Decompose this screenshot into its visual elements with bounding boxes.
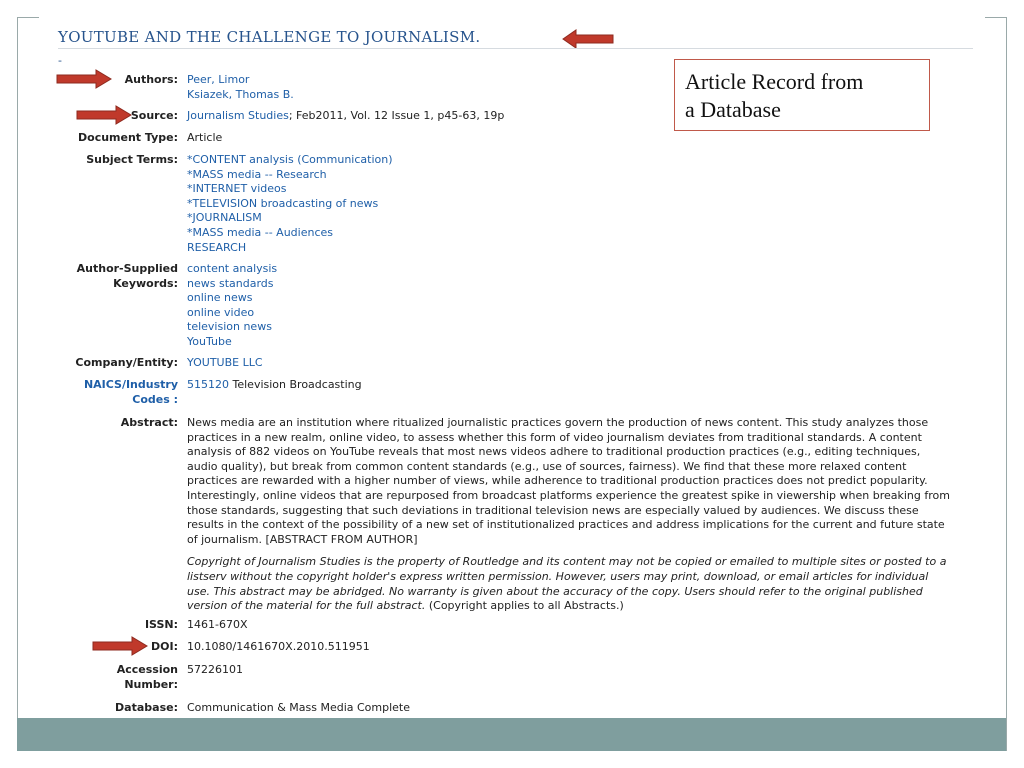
keyword-link[interactable]: content analysis [187,262,278,275]
label-abstract: Abstract: [120,416,178,429]
subject-term-link[interactable]: *TELEVISION broadcasting of news [187,196,379,210]
frame-right [1006,17,1007,751]
callout-line-1: Article Record from [685,69,864,94]
article-title[interactable]: YOUTUBE AND THE CHALLENGE TO JOURNALISM. [58,28,481,46]
label-keywords [40,262,178,350]
subject-term-link[interactable]: *MASS media -- Research [187,167,327,181]
label-source: Source: [130,109,178,122]
label-keywords-line-1: Author-Supplied [76,262,178,275]
subject-term-link[interactable]: RESEARCH [187,240,247,254]
doi-value: 10.1080/1461670X.2010.511951 [187,640,370,653]
frame-top-left [17,17,39,18]
source-details: ; Feb2011, Vol. 12 Issue 1, p45-63, 19p [288,109,505,122]
abstract-text: News media are an institution where ritualized journalistic practices govern the production of news content. This study analyzes those practices in a new realm, online video, to assess whether this form of video journalism deviates from traditional standards. A content analysis of 882 videos on YouTube reveals that most news videos adhere to traditional production practices (e.g., editing techniques, audio quality), but break from common content standards (e.g., use of sources, fairness). We find that these more relaxed content practices are rewarded with a higher number of views, while adherence to traditional production practices does not predict popularity. Interestingly, online videos that are repurposed from broadcast platforms experience the greatest spike in viewership when breaking from those standards, suggesting that such deviations in traditional television news are especially valued by audiences. We discuss these results in the context of the possibility of a new set of institutionalized practices and address implications for the current and future state of journalism. [ABSTRACT FROM AUTHOR] [187,416,950,546]
source-journal-link[interactable]: Journalism Studies [187,109,289,122]
frame-left [17,17,18,751]
label-naics-line-2[interactable]: Codes : [132,392,178,406]
author-link[interactable]: Peer, Limor [187,73,250,86]
company-link[interactable]: YOUTUBE LLC [187,356,263,369]
slide-footer-bar [17,718,1006,751]
abstract-copyright [187,555,952,613]
keyword-link[interactable]: news standards [187,276,274,290]
label-naics-link[interactable] [40,378,178,407]
row-abstract [40,416,980,614]
label-accession-line-2: Number: [124,677,178,691]
row-keywords [40,262,980,350]
row-authors [40,73,980,102]
arrow-title-icon [562,28,614,50]
database-value: Communication & Mass Media Complete [187,701,411,714]
row-document-type [40,131,980,146]
subject-term-link[interactable]: *INTERNET videos [187,182,287,196]
issn-value: 1461-670X [187,618,248,631]
copyright-note: (Copyright applies to all Abstracts.) [425,599,624,613]
label-document-type: Document Type: [78,131,178,144]
label-database: Database: [115,701,178,714]
keyword-link[interactable]: television news [187,320,272,334]
label-keywords-line-2: Keywords: [113,276,178,290]
row-accession [40,663,980,692]
copyright-text: Copyright of Journalism Studies is the property of Routledge and its content may not be copied or emailed to multiple sites or posted to a listserv without the copyright holder's express written permission. However, users may print, download, or email articles for individual use. This abstract may be abridged. No warranty is given about the accuracy of the copy. Users should refer to the original published version of the material for the full abstract. [187,555,947,613]
row-company [40,356,980,371]
label-naics-line-1[interactable]: NAICS/Industry [83,378,178,391]
callout-line-2: a Database [685,97,781,122]
label-accession [40,663,178,692]
row-naics [40,378,980,407]
row-database [40,701,980,716]
author-link[interactable]: Ksiazek, Thomas B. [187,87,294,101]
row-source [40,109,980,124]
naics-code-link[interactable]: 515120 [187,378,229,391]
subject-term-link[interactable]: *MASS media -- Audiences [187,225,333,239]
keyword-link[interactable]: online news [187,291,253,305]
row-issn [40,618,980,633]
label-authors: Authors: [124,73,178,86]
keyword-link[interactable]: YouTube [187,334,232,348]
row-subject-terms [40,153,980,255]
accession-value: 57226101 [187,663,243,676]
subject-term-link[interactable]: *CONTENT analysis (Communication) [187,153,393,166]
label-issn: ISSN: [144,618,178,631]
document-type-value: Article [187,131,223,144]
dash-mark: - [58,54,62,67]
label-company: Company/Entity: [75,356,178,369]
label-accession-line-1: Accession [116,663,178,676]
frame-top-right [985,17,1007,18]
keyword-link[interactable]: online video [187,305,255,319]
label-doi: DOI: [151,640,178,653]
label-subject-terms: Subject Terms: [86,153,178,166]
naics-description: Television Broadcasting [229,378,362,391]
subject-term-link[interactable]: *JOURNALISM [187,211,262,225]
title-divider [58,48,973,49]
row-doi [40,640,980,655]
